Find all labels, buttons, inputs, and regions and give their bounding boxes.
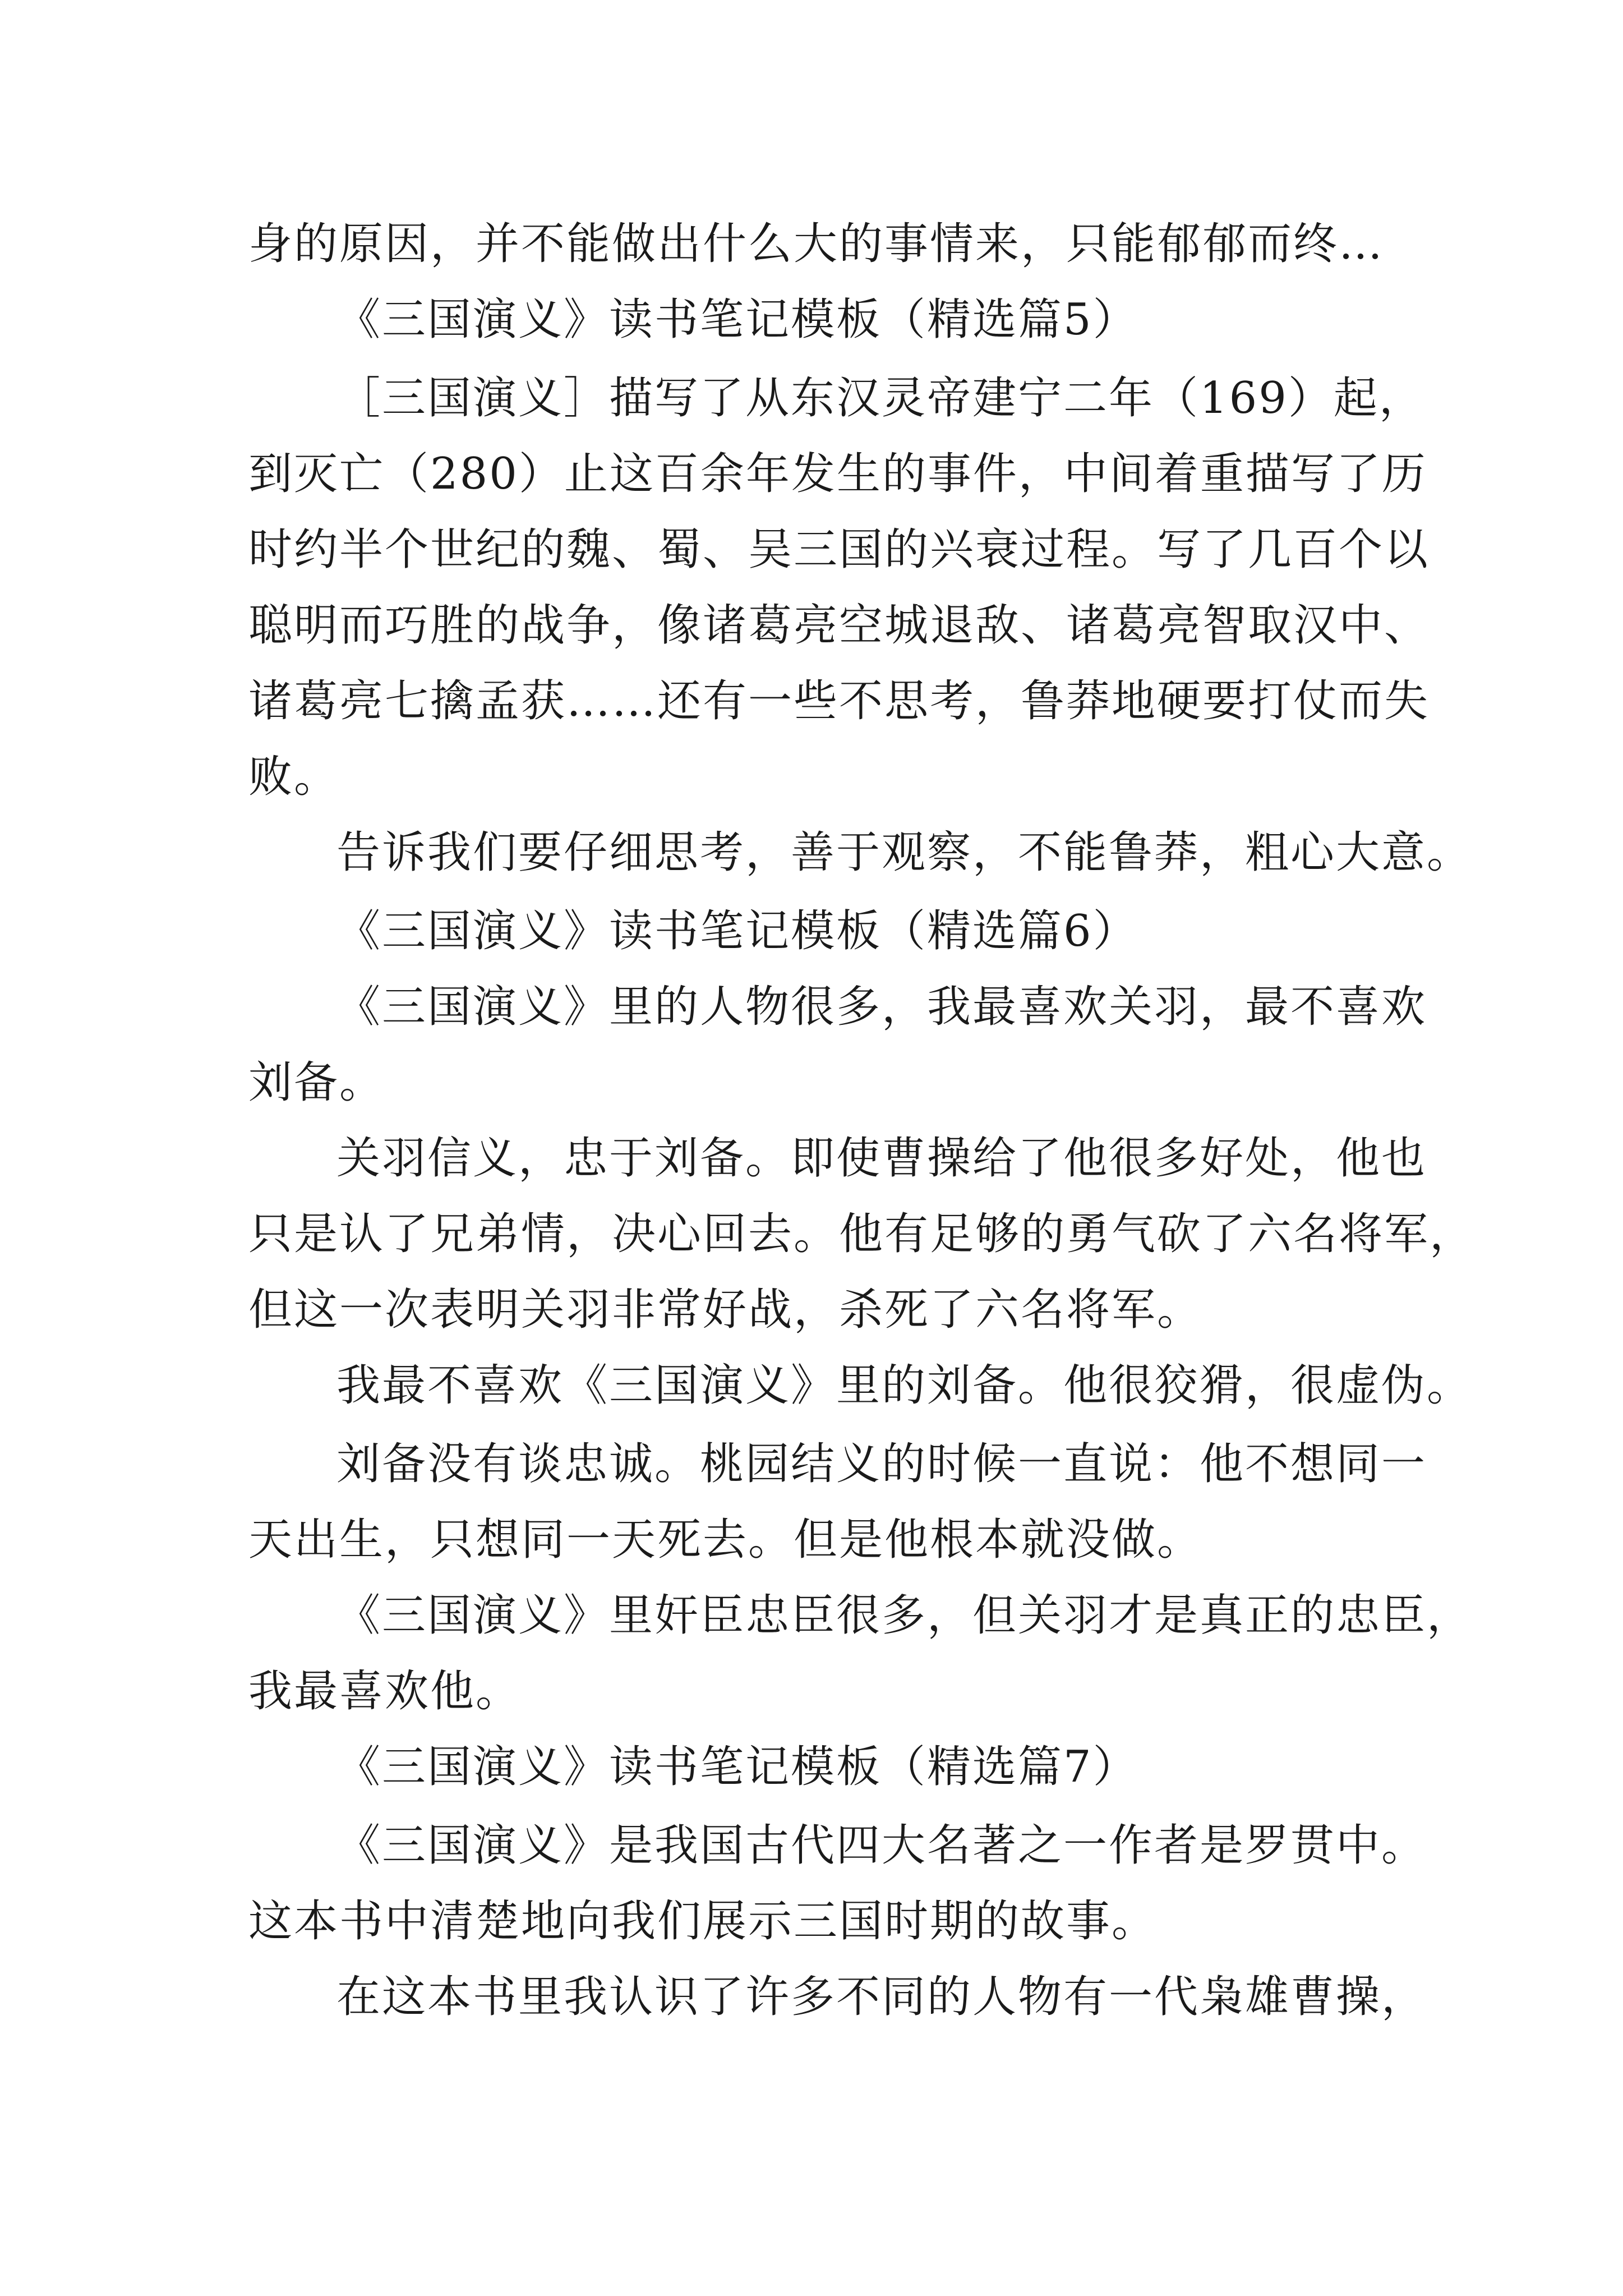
text-line: 到灭亡（280）止这百余年发生的事件，中间着重描写了历 xyxy=(248,449,1427,499)
text-line: 《三国演义》是我国古代四大名著之一作者是罗贯中。 xyxy=(336,1820,1427,1871)
text-line: 但这一次表明关羽非常好战，杀死了六名将军。 xyxy=(248,1285,1203,1335)
text-line: 刘备没有谈忠诚。桃园结义的时候一直说：他不想同一 xyxy=(336,1439,1427,1489)
text-line: 告诉我们要仔细思考，善于观察，不能鲁莽，粗心大意。 xyxy=(336,827,1473,878)
text-line: 刘备。 xyxy=(248,1057,385,1108)
text-line: 败。 xyxy=(248,752,340,802)
text-line: 时约半个世纪的魏、蜀、吴三国的兴衰过程。写了几百个以 xyxy=(248,524,1430,575)
text-line: 我最不喜欢《三国演义》里的刘备。他很狡猾，很虚伪。 xyxy=(336,1360,1473,1411)
text-line: ［三国演义］描写了从东汉灵帝建宁二年（169）起， xyxy=(336,373,1424,424)
section-heading: 《三国演义》读书笔记模板（精选篇6） xyxy=(336,906,1138,956)
text-line: 只是认了兄弟情，决心回去。他有足够的勇气砍了六名将军， xyxy=(248,1209,1476,1259)
text-line: 在这本书里我认识了许多不同的人物有一代枭雄曹操， xyxy=(336,1972,1427,2022)
text-line: 聪明而巧胜的战争，像诸葛亮空城退敌、诸葛亮智取汉中、 xyxy=(248,600,1430,651)
text-line: 这本书中清楚地向我们展示三国时期的故事。 xyxy=(248,1896,1158,1947)
text-line: 诸葛亮七擒孟获……还有一些不思考，鲁莽地硬要打仗而失 xyxy=(248,676,1430,726)
text-line: 我最喜欢他。 xyxy=(248,1666,522,1717)
section-heading: 《三国演义》读书笔记模板（精选篇5） xyxy=(336,295,1138,345)
text-line: 天出生，只想同一天死去。但是他根本就没做。 xyxy=(248,1515,1203,1565)
section-heading: 《三国演义》读书笔记模板（精选篇7） xyxy=(336,1742,1138,1792)
text-line: 《三国演义》里奸臣忠臣很多，但关羽才是真正的忠臣， xyxy=(336,1590,1473,1641)
text-line: 《三国演义》里的人物很多，我最喜欢关羽，最不喜欢 xyxy=(336,982,1427,1032)
text-line: 身的原因，并不能做出什么大的事情来，只能郁郁而终… xyxy=(248,219,1385,269)
text-line: 关羽信义，忠于刘备。即使曹操给了他很多好处，他也 xyxy=(336,1133,1427,1184)
